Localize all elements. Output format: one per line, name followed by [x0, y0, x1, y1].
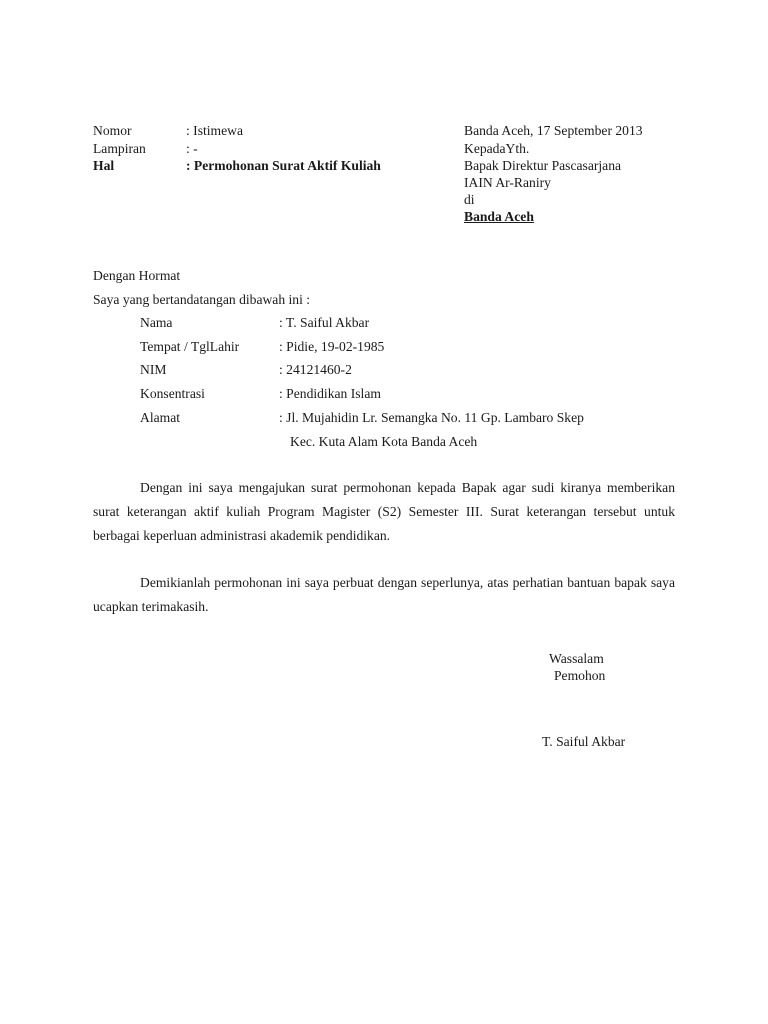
- field-value-alamat: : Jl. Mujahidin Lr. Semangka No. 11 Gp. Lambaro Skep: [279, 410, 584, 425]
- recipient-institution: IAIN Ar-Raniry: [464, 175, 551, 190]
- paragraph-closing: Demikianlah permohonan ini saya perbuat dengan seperlunya, atas perhatian bantuan bapak saya ucapkan terimakasih.: [93, 575, 675, 614]
- field-value-nim: : 24121460-2: [279, 362, 352, 377]
- field-value-nama: : T. Saiful Akbar: [279, 315, 370, 330]
- address-line-2: Kec. Kuta Alam Kota Banda Aceh: [290, 434, 478, 449]
- recipient-di: di: [464, 192, 475, 207]
- recipient-city: Banda Aceh: [464, 209, 534, 224]
- field-value-tempat-tgllahir: : Pidie, 19-02-1985: [279, 339, 385, 354]
- hal-label: Hal: [93, 158, 115, 173]
- signer-name: T. Saiful Akbar: [542, 734, 626, 749]
- field-label-tempat-tgllahir: Tempat / TglLahir: [140, 339, 240, 354]
- wassalam: Wassalam: [549, 651, 604, 666]
- lampiran-value: : -: [186, 141, 198, 156]
- lampiran-label: Lampiran: [93, 141, 146, 156]
- paragraph-request: Dengan ini saya mengajukan surat permohonan kepada Bapak agar sudi kiranya memberikan surat keterangan aktif kuliah Program Magister (S2) Semester III. Surat keterangan tersebut untuk berbagai keperluan administrasi akademik pendidikan.: [93, 480, 675, 543]
- field-label-nim: NIM: [140, 362, 167, 377]
- field-label-konsentrasi: Konsentrasi: [140, 386, 205, 401]
- field-value-konsentrasi: : Pendidikan Islam: [279, 386, 381, 401]
- field-label-nama: Nama: [140, 315, 173, 330]
- hal-value: : Permohonan Surat Aktif Kuliah: [186, 158, 381, 173]
- nomor-label: Nomor: [93, 123, 132, 138]
- pemohon-label: Pemohon: [554, 668, 606, 683]
- recipient-salutation: KepadaYth.: [464, 141, 530, 156]
- field-label-alamat: Alamat: [140, 410, 181, 425]
- intro-line: Saya yang bertandatangan dibawah ini :: [93, 292, 311, 307]
- place-date: Banda Aceh, 17 September 2013: [464, 123, 643, 138]
- nomor-value: : Istimewa: [186, 123, 244, 138]
- greeting: Dengan Hormat: [93, 268, 181, 283]
- recipient-name: Bapak Direktur Pascasarjana: [464, 158, 622, 173]
